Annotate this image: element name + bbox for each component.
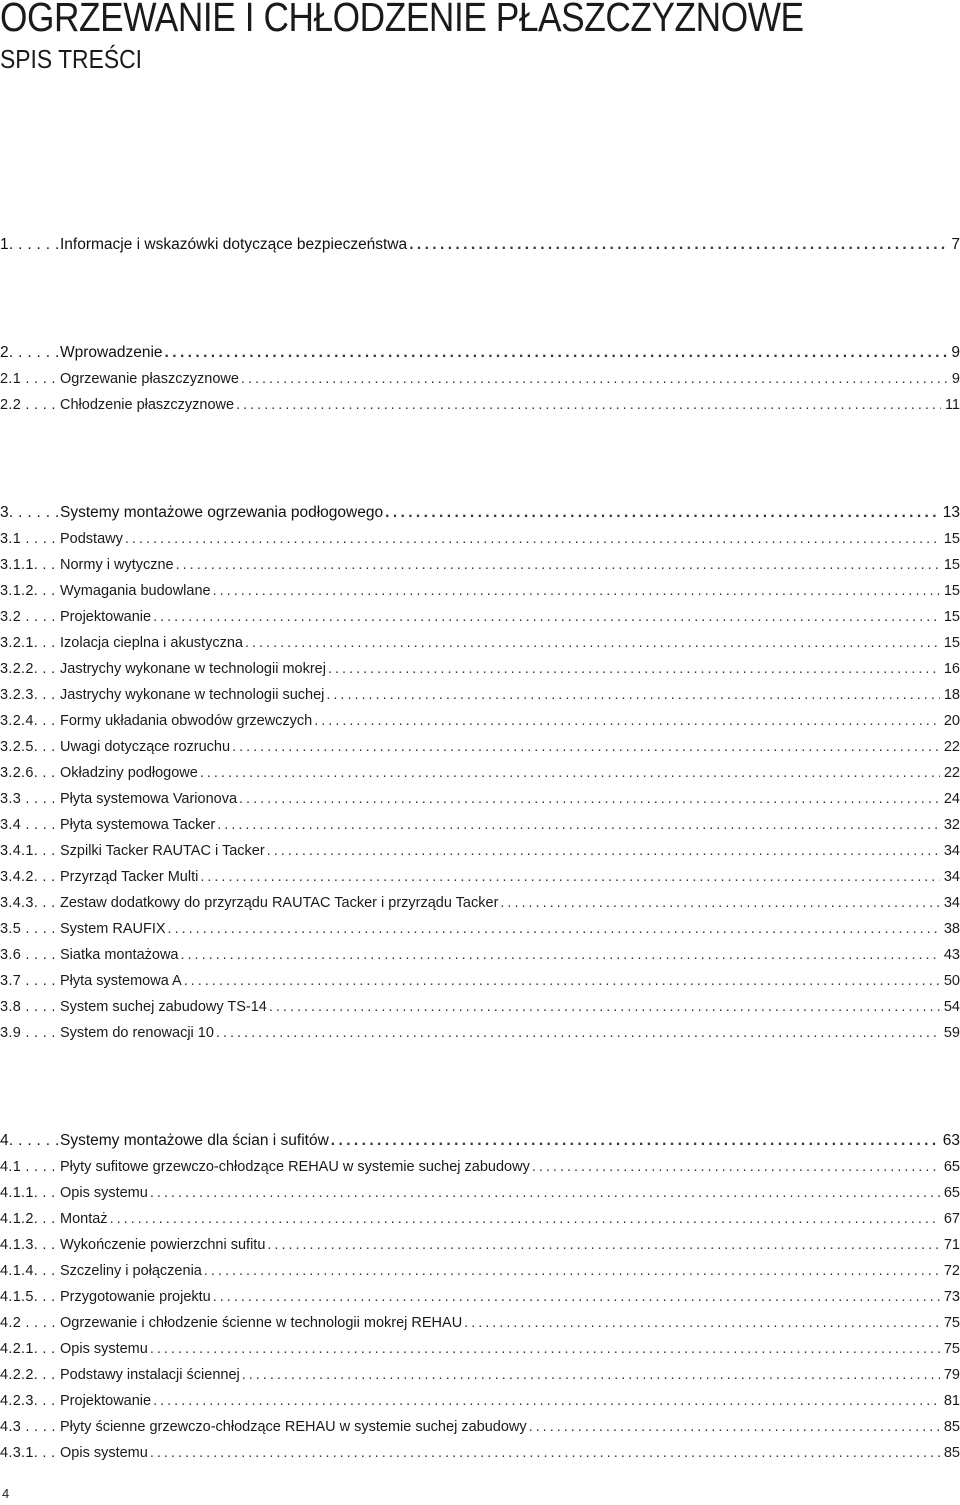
toc-entry[interactable]	[0, 1286, 960, 1308]
toc-entry-number: 3.2.4. . .	[0, 713, 56, 729]
toc-entry-number: 3.1.2. . .	[0, 583, 56, 599]
toc-leader-dots	[184, 970, 940, 992]
toc-entry-number: 3.9 . . . .	[0, 1025, 56, 1041]
toc-leader-dots	[213, 1286, 940, 1308]
toc-entry-number: 3.4.2. . .	[0, 869, 56, 885]
toc-leader-dots	[168, 918, 940, 940]
toc-entry[interactable]	[0, 1312, 960, 1334]
toc-entry-number: 4.2.3. . .	[0, 1393, 56, 1409]
toc-entry[interactable]	[0, 736, 960, 758]
toc-entry-title: Informacje i wskazówki dotyczące bezpieczeństwa	[60, 236, 408, 253]
toc-entry-number: 3.8 . . . .	[0, 999, 56, 1015]
toc-entry-number: 3.5 . . . .	[0, 921, 56, 937]
toc-entry-page: 18	[943, 687, 960, 703]
toc-entry-title: Wprowadzenie	[60, 344, 163, 361]
toc-entry-page: 15	[943, 531, 960, 547]
toc-entry-page: 15	[943, 557, 960, 573]
toc-entry-page: 34	[943, 895, 960, 911]
toc-entry-title: Ogrzewanie płaszczyznowe	[60, 371, 239, 387]
toc-leader-dots	[232, 736, 940, 758]
toc-entry-page: 65	[943, 1185, 960, 1201]
toc-entry-page: 75	[943, 1341, 960, 1357]
toc-leader-dots	[267, 1234, 939, 1256]
toc-entry-page: 71	[943, 1237, 960, 1253]
toc-entry-number: 4.3.1. . .	[0, 1445, 56, 1461]
toc-leader-dots	[213, 580, 940, 602]
toc-leader-dots	[464, 1312, 940, 1334]
toc-entry-title: Projektowanie	[60, 1393, 152, 1409]
toc-entry-number: 3.2.2. . .	[0, 661, 56, 677]
toc-entry-number: 2.1 . . . .	[0, 371, 56, 387]
toc-entry-title: Jastrychy wykonane w technologii mokrej	[60, 661, 326, 677]
toc-entry-title: System suchej zabudowy TS-14	[60, 999, 267, 1015]
toc-leader-dots	[216, 1022, 940, 1044]
toc-entry-page: 22	[943, 765, 960, 781]
toc-entry-number: 2. . . . . .	[0, 344, 60, 361]
page-subtitle: SPIS TREŚCI	[0, 44, 142, 74]
toc-entry-page: 43	[943, 947, 960, 963]
toc-entry-title: Szczeliny i połączenia	[60, 1263, 202, 1279]
toc-entry-page: 38	[943, 921, 960, 937]
toc-leader-dots	[529, 1416, 940, 1438]
toc-entry-number: 3.1.1. . .	[0, 557, 56, 573]
toc-entry-page: 67	[943, 1211, 960, 1227]
toc-entry-title: Izolacja cieplna i akustyczna	[60, 635, 243, 651]
toc-entry[interactable]	[0, 814, 960, 836]
toc-entry-title: Systemy montażowe ogrzewania podłogowego	[60, 504, 384, 521]
toc-entry-title: Wykończenie powierzchni sufitu	[60, 1237, 266, 1253]
toc-entry-number: 3.7 . . . .	[0, 973, 56, 989]
toc-entry[interactable]	[0, 762, 960, 784]
toc-entry[interactable]	[0, 632, 960, 654]
toc-entry[interactable]	[0, 1442, 960, 1464]
toc-entry[interactable]	[0, 710, 960, 732]
toc-entry-number: 3.4.3. . .	[0, 895, 56, 911]
toc-entry-page: 15	[943, 583, 960, 599]
toc-entry[interactable]	[0, 606, 960, 628]
toc-entry-number: 4.1.4. . .	[0, 1263, 56, 1279]
toc-entry-title: Zestaw dodatkowy do przyrządu RAUTAC Tacker i przyrządu Tacker	[60, 895, 499, 911]
toc-entry-page: 75	[943, 1315, 960, 1331]
toc-leader-dots	[176, 554, 940, 576]
toc-entry-number: 3.2.1. . .	[0, 635, 56, 651]
toc-entry-title: Płyty ścienne grzewczo-chłodzące REHAU w systemie suchej zabudowy	[60, 1419, 527, 1435]
toc-entry-number: 4.2 . . . .	[0, 1315, 56, 1331]
toc-entry[interactable]	[0, 944, 960, 966]
toc-entry-title: Ogrzewanie i chłodzenie ścienne w technologii mokrej REHAU	[60, 1315, 463, 1331]
toc-leader-dots	[110, 1208, 940, 1230]
toc-entry-page: 16	[943, 661, 960, 677]
toc-entry-number: 4.2.2. . .	[0, 1367, 56, 1383]
toc-entry-title: Płyta systemowa Tacker	[60, 817, 216, 833]
toc-leader-dots	[150, 1338, 940, 1360]
toc-entry-page: 34	[943, 843, 960, 859]
toc-entry-title: Szpilki Tacker RAUTAC i Tacker	[60, 843, 265, 859]
toc-leader-dots	[153, 606, 940, 628]
toc-entry-page: 20	[943, 713, 960, 729]
toc-entry-title: Formy układania obwodów grzewczych	[60, 713, 313, 729]
toc-entry-title: Przyrząd Tacker Multi	[60, 869, 199, 885]
toc-leader-dots	[500, 892, 939, 914]
toc-leader-dots	[150, 1442, 940, 1464]
toc-entry-title: Projektowanie	[60, 609, 152, 625]
toc-entry-title: Opis systemu	[60, 1185, 148, 1201]
toc-entry-title: Systemy montażowe dla ścian i sufitów	[60, 1132, 329, 1149]
toc-entry[interactable]	[0, 1130, 960, 1152]
toc-leader-dots	[267, 840, 940, 862]
toc-entry[interactable]	[0, 1416, 960, 1438]
toc-entry-page: 63	[942, 1132, 960, 1149]
toc-entry-title: Uwagi dotyczące rozruchu	[60, 739, 231, 755]
toc-leader-dots	[236, 394, 941, 416]
toc-entry-page: 34	[943, 869, 960, 885]
toc-entry-number: 3.4.1. . .	[0, 843, 56, 859]
toc-entry-number: 3.3 . . . .	[0, 791, 56, 807]
toc-entry-number: 3.2.5. . .	[0, 739, 56, 755]
toc-entry-title: Podstawy instalacji ściennej	[60, 1367, 240, 1383]
toc-entry[interactable]	[0, 1156, 960, 1178]
toc-entry[interactable]	[0, 368, 960, 390]
toc-leader-dots	[165, 342, 948, 364]
toc-entry[interactable]	[0, 658, 960, 680]
toc-entry-page: 65	[943, 1159, 960, 1175]
toc-entry-title: System RAUFIX	[60, 921, 166, 937]
toc-entry-number: 4.2.1. . .	[0, 1341, 56, 1357]
toc-entry-title: System do renowacji 10	[60, 1025, 214, 1041]
toc-entry[interactable]	[0, 1260, 960, 1282]
toc-entry-page: 11	[944, 397, 960, 413]
toc-entry-page: 54	[943, 999, 960, 1015]
toc-entry[interactable]	[0, 866, 960, 888]
toc-entry[interactable]	[0, 1338, 960, 1360]
toc-entry-title: Siatka montażowa	[60, 947, 179, 963]
toc-leader-dots	[239, 788, 940, 810]
toc-entry-number: 3.2.3. . .	[0, 687, 56, 703]
toc-entry-title: Płyta systemowa Varionova	[60, 791, 238, 807]
toc-entry-title: Chłodzenie płaszczyznowe	[60, 397, 235, 413]
toc-entry-page: 9	[951, 371, 960, 387]
toc-entry[interactable]	[0, 970, 960, 992]
toc-entry-number: 2.2 . . . .	[0, 397, 56, 413]
toc-entry[interactable]	[0, 580, 960, 602]
toc-entry[interactable]	[0, 840, 960, 862]
toc-leader-dots	[314, 710, 940, 732]
toc-entry-number: 1. . . . . .	[0, 236, 60, 253]
toc-entry[interactable]	[0, 528, 960, 550]
toc-entry[interactable]	[0, 918, 960, 940]
toc-leader-dots	[331, 1130, 939, 1152]
toc-entry-page: 24	[943, 791, 960, 807]
toc-entry-page: 72	[943, 1263, 960, 1279]
toc-leader-dots	[242, 1364, 940, 1386]
toc-entry-number: 3.2 . . . .	[0, 609, 56, 625]
toc-entry-page: 7	[951, 236, 960, 253]
toc-entry[interactable]	[0, 788, 960, 810]
toc-entry-page: 9	[951, 344, 960, 361]
toc-leader-dots	[217, 814, 940, 836]
toc-entry-number: 4.1.3. . .	[0, 1237, 56, 1253]
toc-entry[interactable]	[0, 1208, 960, 1230]
toc-entry-title: Jastrychy wykonane w technologii suchej	[60, 687, 325, 703]
toc-entry-number: 4. . . . . .	[0, 1132, 60, 1149]
toc-entry-title: Wymagania budowlane	[60, 583, 211, 599]
toc-leader-dots	[153, 1390, 940, 1412]
toc-entry-page: 73	[943, 1289, 960, 1305]
toc-entry[interactable]	[0, 996, 960, 1018]
toc-entry[interactable]	[0, 394, 960, 416]
page-number: 4	[2, 1486, 10, 1501]
toc-entry-title: Normy i wytyczne	[60, 557, 174, 573]
toc-entry-page: 50	[943, 973, 960, 989]
toc-entry[interactable]	[0, 1234, 960, 1256]
toc-entry[interactable]	[0, 234, 960, 256]
toc-entry[interactable]	[0, 892, 960, 914]
toc-entry-page: 59	[943, 1025, 960, 1041]
toc-entry[interactable]	[0, 1022, 960, 1044]
toc-entry-number: 4.3 . . . .	[0, 1419, 56, 1435]
page-title: OGRZEWANIE I CHŁODZENIE PŁASZCZYZNOWE	[0, 0, 804, 40]
toc-entry-number: 4.1.2. . .	[0, 1211, 56, 1227]
toc-entry-page: 81	[943, 1393, 960, 1409]
toc-leader-dots	[409, 234, 947, 256]
toc-entry-title: Przygotowanie projektu	[60, 1289, 211, 1305]
toc-leader-dots	[150, 1182, 940, 1204]
toc-entry-title: Płyty sufitowe grzewczo-chłodzące REHAU w systemie suchej zabudowy	[60, 1159, 530, 1175]
toc-leader-dots	[241, 368, 948, 390]
toc-entry[interactable]	[0, 502, 960, 524]
toc-entry-page: 15	[943, 609, 960, 625]
toc-leader-dots	[532, 1156, 940, 1178]
toc-leader-dots	[245, 632, 940, 654]
toc-leader-dots	[326, 684, 940, 706]
toc-entry-title: Płyta systemowa A	[60, 973, 182, 989]
toc-leader-dots	[269, 996, 940, 1018]
toc-entry-page: 79	[943, 1367, 960, 1383]
toc-entry[interactable]	[0, 554, 960, 576]
toc-entry-page: 32	[943, 817, 960, 833]
toc-entry-page: 85	[943, 1445, 960, 1461]
toc-entry-title: Opis systemu	[60, 1341, 148, 1357]
toc-entry[interactable]	[0, 1390, 960, 1412]
toc-leader-dots	[180, 944, 939, 966]
toc-leader-dots	[125, 528, 940, 550]
toc-leader-dots	[385, 502, 939, 524]
toc-entry[interactable]	[0, 1182, 960, 1204]
toc-entry-page: 85	[943, 1419, 960, 1435]
toc-entry-title: Opis systemu	[60, 1445, 148, 1461]
toc-entry[interactable]	[0, 684, 960, 706]
toc-entry-number: 4.1.5. . .	[0, 1289, 56, 1305]
toc-entry[interactable]	[0, 342, 960, 364]
toc-entry-number: 4.1.1. . .	[0, 1185, 56, 1201]
toc-entry-number: 3.4 . . . .	[0, 817, 56, 833]
toc-entry-number: 3.6 . . . .	[0, 947, 56, 963]
toc-entry-number: 3.1 . . . .	[0, 531, 56, 547]
toc-entry-number: 4.1 . . . .	[0, 1159, 56, 1175]
toc-entry-page: 13	[942, 504, 960, 521]
toc-entry-title: Okładziny podłogowe	[60, 765, 198, 781]
toc-entry-title: Montaż	[60, 1211, 108, 1227]
toc-entry-number: 3. . . . . .	[0, 504, 60, 521]
toc-entry-page: 22	[943, 739, 960, 755]
toc-leader-dots	[204, 1260, 940, 1282]
toc-entry-title: Podstawy	[60, 531, 123, 547]
toc-leader-dots	[328, 658, 940, 680]
toc-entry-page: 15	[943, 635, 960, 651]
toc-entry[interactable]	[0, 1364, 960, 1386]
toc-entry-number: 3.2.6. . .	[0, 765, 56, 781]
toc-leader-dots	[200, 866, 940, 888]
toc-leader-dots	[200, 762, 940, 784]
